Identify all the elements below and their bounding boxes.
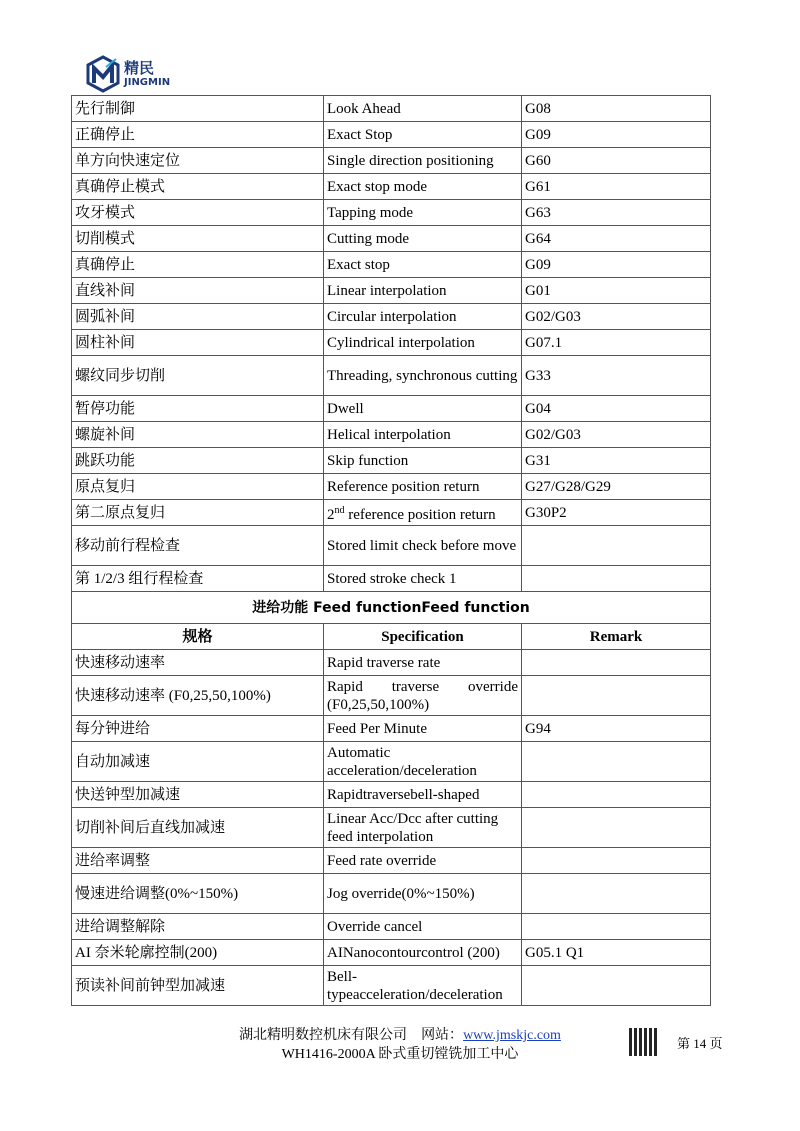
website-link[interactable]: www.jmskjc.com [463, 1028, 561, 1043]
remark-cell: G61 [522, 174, 711, 200]
logo-en: JINGMIN [124, 76, 171, 88]
table-row [72, 940, 711, 966]
table-row [72, 330, 711, 356]
table-row [72, 566, 711, 592]
spec-en-cell: Stored limit check before move [324, 526, 522, 566]
remark-cell: G31 [522, 448, 711, 474]
spec-cn-cell: 第二原点复归 [72, 500, 324, 526]
section-header-row [72, 592, 711, 624]
table-row [72, 966, 711, 1006]
table-row [72, 716, 711, 742]
spec-cn-cell: 快送钟型加减速 [72, 782, 324, 808]
table-row [72, 304, 711, 330]
remark-cell [522, 566, 711, 592]
table-row [72, 914, 711, 940]
spec-en-cell: Tapping mode [324, 200, 522, 226]
spec-cn-cell: 第 1/2/3 组行程检查 [72, 566, 324, 592]
spec-en-cell: AINanocontourcontrol (200) [324, 940, 522, 966]
remark-cell [522, 914, 711, 940]
table-row [72, 676, 711, 716]
remark-cell [522, 874, 711, 914]
remark-cell: G07.1 [522, 330, 711, 356]
table-row [72, 448, 711, 474]
spec-cn-cell: 正确停止 [72, 122, 324, 148]
column-header-row [72, 624, 711, 650]
remark-cell: G64 [522, 226, 711, 252]
remark-cell: G08 [522, 96, 711, 122]
spec-en-cell: Bell-typeacceleration/deceleration [324, 966, 522, 1006]
remark-cell: G09 [522, 252, 711, 278]
spec-en-cell [324, 500, 522, 526]
spec-en-cell: Rapid traverse override (F0,25,50,100%) [324, 676, 522, 716]
column-header-spec-en: Specification [324, 624, 522, 650]
remark-cell: G94 [522, 716, 711, 742]
remark-cell [522, 526, 711, 566]
column-header-spec-cn: 规格 [72, 624, 324, 650]
table-row [72, 96, 711, 122]
spec-cn-cell: 直线补间 [72, 278, 324, 304]
spec-cn-cell: 攻牙模式 [72, 200, 324, 226]
spec-cn-cell: 真确停止 [72, 252, 324, 278]
remark-cell: G02/G03 [522, 304, 711, 330]
spec-en-cell: Circular interpolation [324, 304, 522, 330]
spec-cn-cell: 切削模式 [72, 226, 324, 252]
remark-cell: G09 [522, 122, 711, 148]
remark-cell [522, 782, 711, 808]
footer [200, 1026, 600, 1064]
remark-cell: G60 [522, 148, 711, 174]
ordinal-suffix: nd [334, 504, 345, 516]
spec-en-cell: Threading, synchronous cutting [324, 356, 522, 396]
table-row [72, 650, 711, 676]
remark-cell [522, 742, 711, 782]
spec-en-cell: Helical interpolation [324, 422, 522, 448]
table-row [72, 500, 711, 526]
table-row [72, 356, 711, 396]
table-row [72, 422, 711, 448]
section-title: 进给功能 Feed functionFeed function [72, 592, 711, 624]
remark-cell: G63 [522, 200, 711, 226]
jingmin-logo-icon [86, 55, 120, 93]
remark-cell [522, 650, 711, 676]
spec-cn-cell: 快速移动速率 [72, 650, 324, 676]
remark-cell: G01 [522, 278, 711, 304]
spec-cn-cell: 进给调整解除 [72, 914, 324, 940]
spec-cn-cell: 切削补间后直线加减速 [72, 808, 324, 848]
spec-en-cell: Jog override(0%~150%) [324, 874, 522, 914]
spec-cn-cell: 跳跃功能 [72, 448, 324, 474]
column-header-remark: Remark [522, 624, 711, 650]
spec-en-cell: Automatic acceleration/deceleration [324, 742, 522, 782]
table-row [72, 526, 711, 566]
ordinal: 2 [327, 506, 335, 523]
logo-cn: 精民 [124, 58, 155, 77]
table-row [72, 122, 711, 148]
table-row [72, 226, 711, 252]
table-row [72, 396, 711, 422]
spec-cn-cell: 预读补间前钟型加减速 [72, 966, 324, 1006]
spec-en-cell: Exact stop mode [324, 174, 522, 200]
spec-cn-cell: 圆弧补间 [72, 304, 324, 330]
table-row [72, 808, 711, 848]
remark-cell: G30P2 [522, 500, 711, 526]
spec-cn-cell: 进给率调整 [72, 848, 324, 874]
spec-en-cell: Linear Acc/Dcc after cutting feed interpolation [324, 808, 522, 848]
spec-en-cell: Feed rate override [324, 848, 522, 874]
spec-en-cell: Exact Stop [324, 122, 522, 148]
spec-cn-cell: 移动前行程检查 [72, 526, 324, 566]
remark-cell [522, 848, 711, 874]
spec-en-text: reference position return [344, 506, 496, 523]
spec-en-cell: Single direction positioning [324, 148, 522, 174]
spec-en-cell: Rapidtraversebell-shaped [324, 782, 522, 808]
spec-en-cell: Exact stop [324, 252, 522, 278]
footer-model: WH1416-2000A 卧式重切镗铣加工中心 [281, 1047, 519, 1062]
table-row [72, 742, 711, 782]
remark-cell [522, 808, 711, 848]
spec-cn-cell: AI 奈米轮廓控制(200) [72, 940, 324, 966]
page-number: 第 14 页 [677, 1036, 723, 1051]
spec-en-cell: Look Ahead [324, 96, 522, 122]
spec-cn-cell: 慢速进给调整(0%~150%) [72, 874, 324, 914]
spec-cn-cell: 先行制御 [72, 96, 324, 122]
spec-en-cell: Cutting mode [324, 226, 522, 252]
table-row [72, 848, 711, 874]
spec-en-cell: Reference position return [324, 474, 522, 500]
remark-cell: G05.1 Q1 [522, 940, 711, 966]
table-row [72, 200, 711, 226]
spec-table [71, 95, 711, 1006]
table-row [72, 874, 711, 914]
qr-code-icon [629, 1028, 657, 1056]
spec-en-cell: Rapid traverse rate [324, 650, 522, 676]
remark-cell: G33 [522, 356, 711, 396]
remark-cell [522, 966, 711, 1006]
table-row [72, 148, 711, 174]
spec-cn-cell: 自动加减速 [72, 742, 324, 782]
table-row [72, 474, 711, 500]
spec-cn-cell: 圆柱补间 [72, 330, 324, 356]
table-row [72, 782, 711, 808]
footer-site-label: 网站： [421, 1028, 464, 1043]
remark-cell: G27/G28/G29 [522, 474, 711, 500]
spec-cn-cell: 螺旋补间 [72, 422, 324, 448]
remark-cell: G04 [522, 396, 711, 422]
spec-cn-cell: 每分钟进给 [72, 716, 324, 742]
remark-cell [522, 676, 711, 716]
spec-en-cell: Linear interpolation [324, 278, 522, 304]
spec-en-cell: Dwell [324, 396, 522, 422]
spec-en-cell: Stored stroke check 1 [324, 566, 522, 592]
spec-cn-cell: 暂停功能 [72, 396, 324, 422]
spec-cn-cell: 真确停止模式 [72, 174, 324, 200]
spec-cn-cell: 原点复归 [72, 474, 324, 500]
table-row [72, 252, 711, 278]
spec-cn-cell: 单方向快速定位 [72, 148, 324, 174]
spec-en-cell: Feed Per Minute [324, 716, 522, 742]
spec-en-cell: Skip function [324, 448, 522, 474]
remark-cell: G02/G03 [522, 422, 711, 448]
table-row [72, 278, 711, 304]
company-logo [86, 55, 170, 93]
table-row [72, 174, 711, 200]
footer-company: 湖北精明数控机床有限公司 [239, 1028, 408, 1043]
spec-cn-cell: 螺纹同步切削 [72, 356, 324, 396]
spec-cn-cell: 快速移动速率 (F0,25,50,100%) [72, 676, 324, 716]
spec-en-cell: Override cancel [324, 914, 522, 940]
spec-en-cell: Cylindrical interpolation [324, 330, 522, 356]
